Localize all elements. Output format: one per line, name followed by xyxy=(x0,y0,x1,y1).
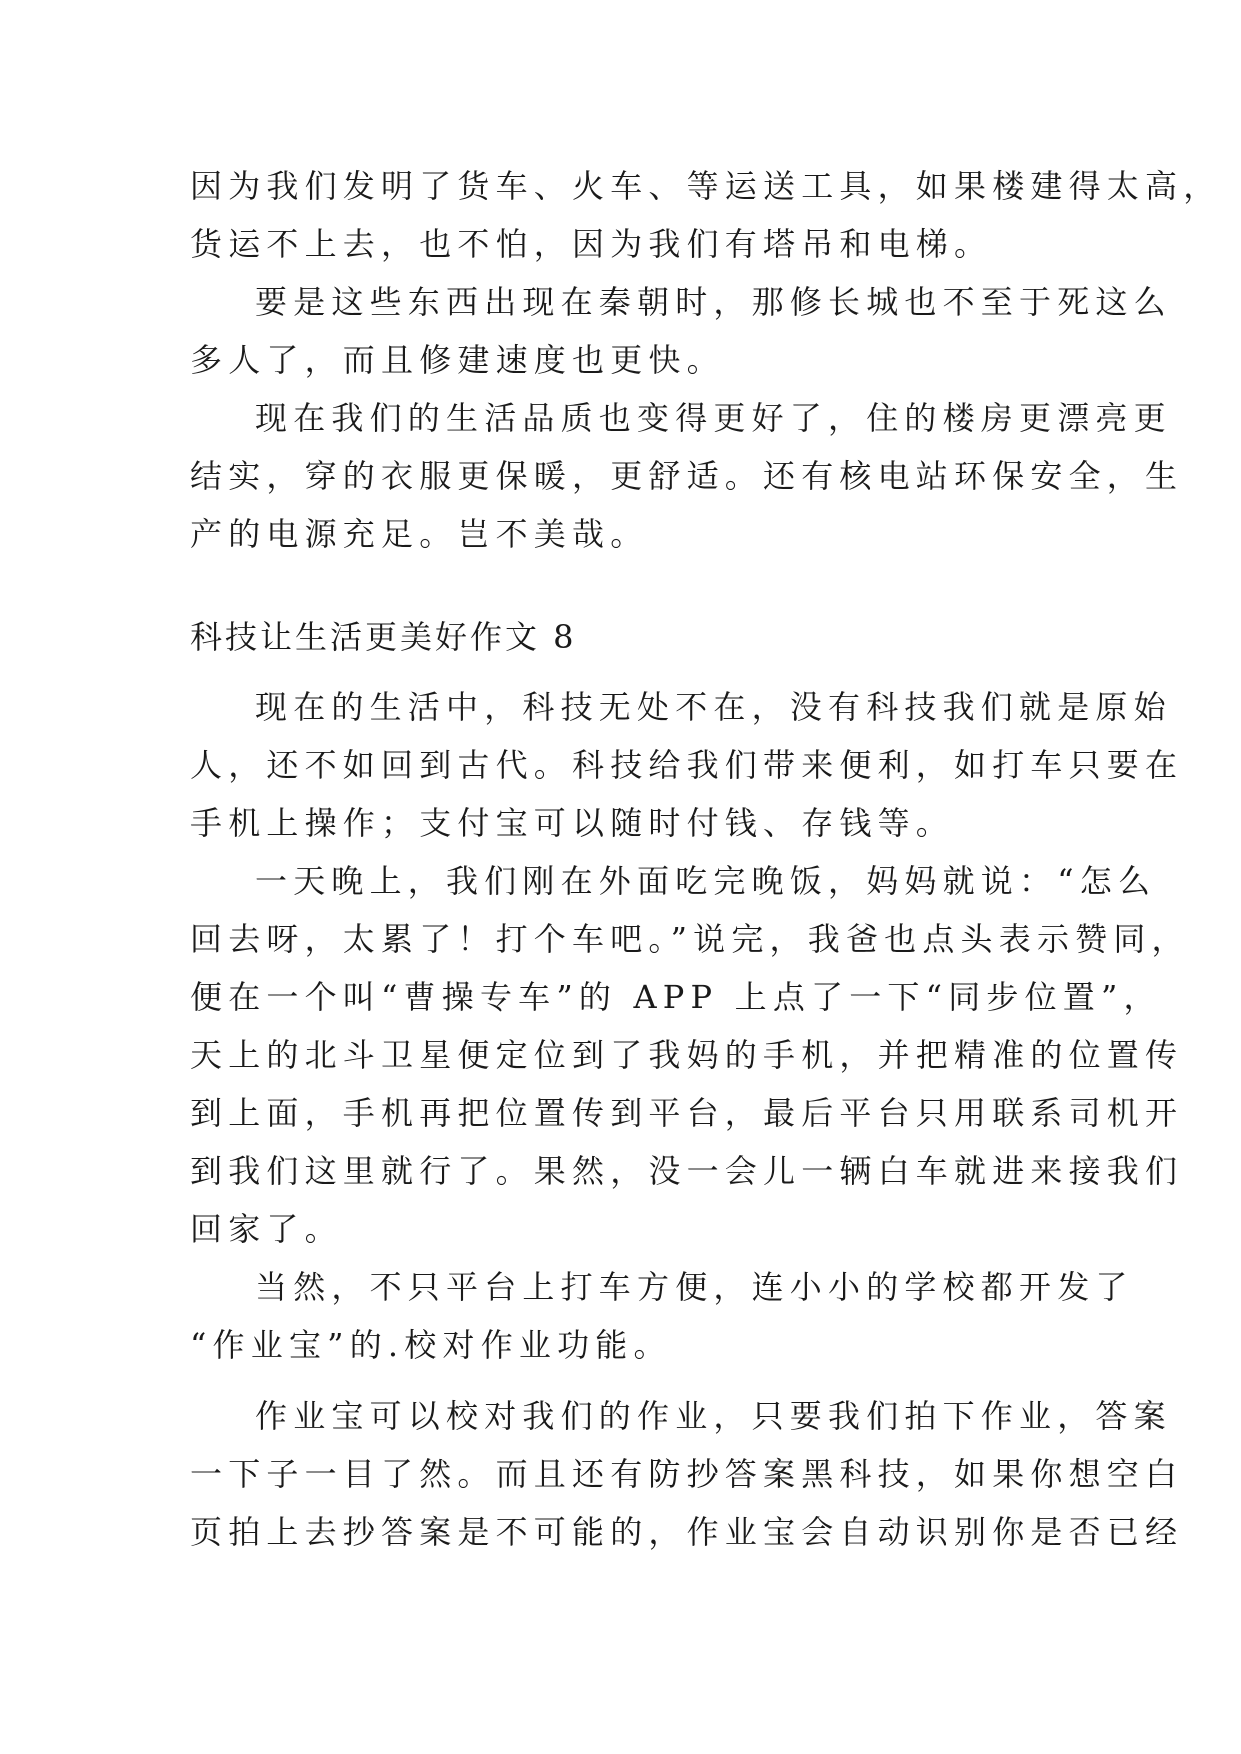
paragraph-line: 页拍上去抄答案是不可能的，作业宝会自动识别你是否已经 xyxy=(190,1513,1184,1551)
paragraph-line: 回去呀，太累了！打个车吧。”说完，我爸也点头表示赞同， xyxy=(190,920,1190,958)
paragraph-line: “作业宝”的.校对作业功能。 xyxy=(190,1326,672,1364)
paragraph-line: 回家了。 xyxy=(190,1210,343,1248)
paragraph-line: 要是这些东西出现在秦朝时，那修长城也不至于死这么 xyxy=(255,283,1172,321)
paragraph-line: 产的电源充足。岂不美哉。 xyxy=(190,515,649,553)
paragraph-line: 一天晚上，我们刚在外面吃完晚饭，妈妈就说：“怎么 xyxy=(255,862,1157,900)
paragraph-line: 到上面，手机再把位置传到平台，最后平台只用联系司机开 xyxy=(190,1094,1184,1132)
paragraph-line: 一下子一目了然。而且还有防抄答案黑科技，如果你想空白 xyxy=(190,1455,1184,1493)
paragraph-line: 因为我们发明了货车、火车、等运送工具，如果楼建得太高， xyxy=(190,167,1222,205)
paragraph-line: 现在我们的生活品质也变得更好了，住的楼房更漂亮更 xyxy=(255,399,1172,437)
paragraph-line: 多人了，而且修建速度也更快。 xyxy=(190,341,725,379)
paragraph-line: 结实，穿的衣服更保暖，更舒适。还有核电站环保安全，生 xyxy=(190,457,1184,495)
paragraph-line: 现在的生活中，科技无处不在，没有科技我们就是原始 xyxy=(255,688,1172,726)
paragraph-line: 当然，不只平台上打车方便，连小小的学校都开发了 xyxy=(255,1268,1134,1306)
paragraph-line: 作业宝可以校对我们的作业，只要我们拍下作业，答案 xyxy=(255,1397,1172,1435)
paragraph-line: 到我们这里就行了。果然，没一会儿一辆白车就进来接我们 xyxy=(190,1152,1184,1190)
paragraph-line: 人，还不如回到古代。科技给我们带来便利，如打车只要在 xyxy=(190,746,1184,784)
paragraph-line: 天上的北斗卫星便定位到了我妈的手机，并把精准的位置传 xyxy=(190,1036,1184,1074)
paragraph-line: 便在一个叫“曹操专车”的 APP 上点了一下“同步位置”， xyxy=(190,978,1162,1016)
paragraph-line: 手机上操作；支付宝可以随时付钱、存钱等。 xyxy=(190,804,955,842)
section-heading: 科技让生活更美好作文 8 xyxy=(190,618,577,656)
paragraph-line: 货运不上去，也不怕，因为我们有塔吊和电梯。 xyxy=(190,225,993,263)
